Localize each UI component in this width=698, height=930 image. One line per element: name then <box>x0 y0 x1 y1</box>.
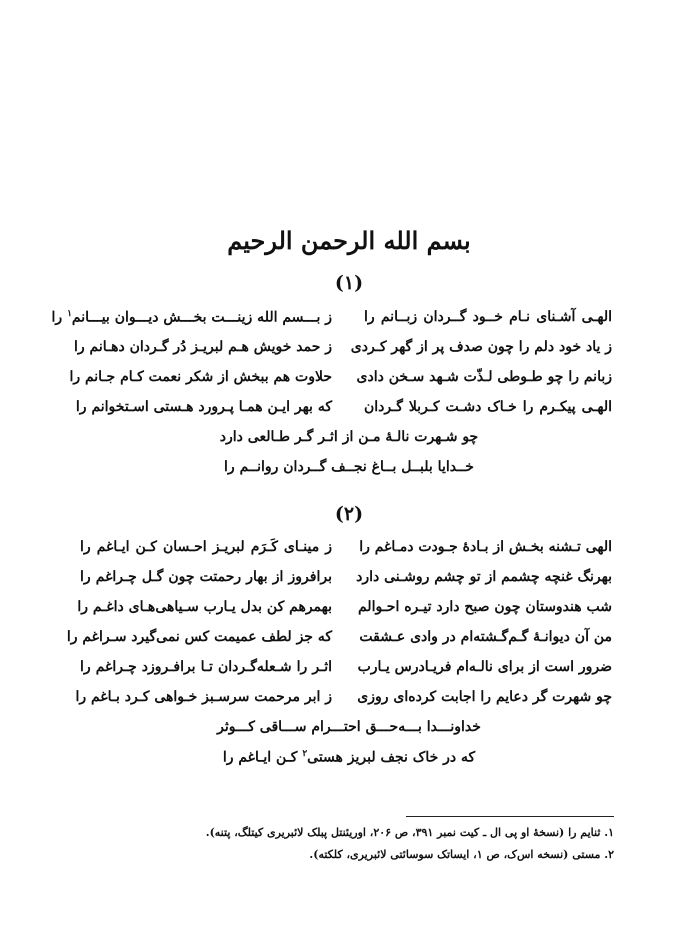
hemistich-left: ز حمد خویش هـم لبریـز دُر گـردان دهـانم را <box>74 339 332 355</box>
hemistich-right: زبانم را چو طـوطی لـذّت شـهد سـخن دادی <box>356 369 612 385</box>
footnote: ۱. ثنایم را (نسخۀ او پی ال ـ کیت نمبر ۳۹۱، ص ۲۰۶، اوریئنتل پبلک لائبریری کیتلگ، پتنه). <box>205 826 614 839</box>
hemistich-right: من آن دیوانـۀ گـم‌گـشته‌ام در وادی عـشقت <box>359 629 612 645</box>
couplet <box>0 569 698 595</box>
hemistich-left: که جز لطف عمیمت کس نمی‌گیرد سـراغم را <box>66 629 332 645</box>
hemistich-right: بهرنگ غنچه چشمم از تو چشم روشـنی دارد <box>356 569 612 585</box>
couplet <box>0 339 698 365</box>
hemistich-left: ز مینـای کَـرَم لبریـز احـسان کـن ایـاغم را <box>80 539 332 555</box>
hemistich-end: را <box>51 309 63 326</box>
hemistich-right: الهـی پیکـرم را خـاک دشـت کـربلا گـردان <box>364 399 612 415</box>
hemistich-text: ز بـــسم الله زینـــت بخـــش دیـــوان بیـــانم <box>71 309 332 326</box>
couplet <box>0 659 698 685</box>
couplet <box>0 689 698 715</box>
footnote-divider <box>406 816 614 817</box>
couplet <box>0 599 698 625</box>
hemistich-left: ز ابر مرحمت سرسـبز خـواهی کـرد بـاغم را <box>75 689 332 705</box>
closing-text: که در خاک نجف لبریز هستی <box>307 749 476 766</box>
closing-line: خــدایا بلبــل بــاغ نجــف گــردان روانــم را <box>224 459 474 475</box>
poem-number: (۱) <box>334 272 364 294</box>
hemistich-left: برافروز از بهار رحمتت چون گـل چـراغم را <box>80 569 332 585</box>
footnote-marker: ۱ <box>67 309 72 319</box>
footnote-marker: ۲ <box>302 749 308 759</box>
hemistich-left: حلاوت هم ببخش از شکر نعمت کـام جـانم را <box>69 369 332 385</box>
couplet <box>0 309 698 335</box>
hemistich-right: چو شهرت گر دعایم را اجابت کرده‌ای روزی <box>357 689 612 705</box>
hemistich-right: الهی تـشنه بخـش از بـادۀ جـودت دمـاغم را <box>359 539 612 555</box>
couplet <box>0 539 698 565</box>
hemistich-left: که بهر ایـن همـا پـرورد هـستی اسـتخوانم را <box>75 399 332 415</box>
hemistich-left: بهمرهم کن بدل یـارب سـیاهی‌هـای داغـم را <box>77 599 332 615</box>
couplet <box>0 399 698 425</box>
hemistich-right: ضرور است از برای نالـه‌ام فریـادرس یـارب <box>357 659 612 675</box>
hemistich-right: الهـی آشـنای نـام خــود گــردان زبــانم را <box>364 309 612 325</box>
footnote: ۲. مستی (نسخه اس‌ک، ص ۱، ایساتک سوسائتی لائبریری، کلکته). <box>309 848 614 861</box>
hemistich-right: ز یاد خود دلم را چون صدف پر از گهر کـردی <box>350 339 612 355</box>
closing-end: کـن ایـاغم را <box>222 749 298 766</box>
closing-line <box>0 749 698 766</box>
couplet <box>0 629 698 655</box>
couplet <box>0 369 698 395</box>
closing-line: خداونـــدا بـــه‌حـــق احتـــرام ســـاقی کـــوثر <box>217 719 481 735</box>
hemistich-left: اثـر را شـعله‌گـردان تـا برافـروزد چـراغم را <box>80 659 332 675</box>
basmala-calligraphy: بسم الله الرحمن الرحیم <box>227 226 471 255</box>
poem-number: (۲) <box>334 503 364 525</box>
closing-line: چو شـهرت نالـۀ مـن از اثـر گـر طـالعی دارد <box>219 429 479 445</box>
hemistich-right: شب هندوستان چون صبح دارد تیـره احـوالم <box>357 599 612 615</box>
hemistich-left <box>51 309 332 326</box>
